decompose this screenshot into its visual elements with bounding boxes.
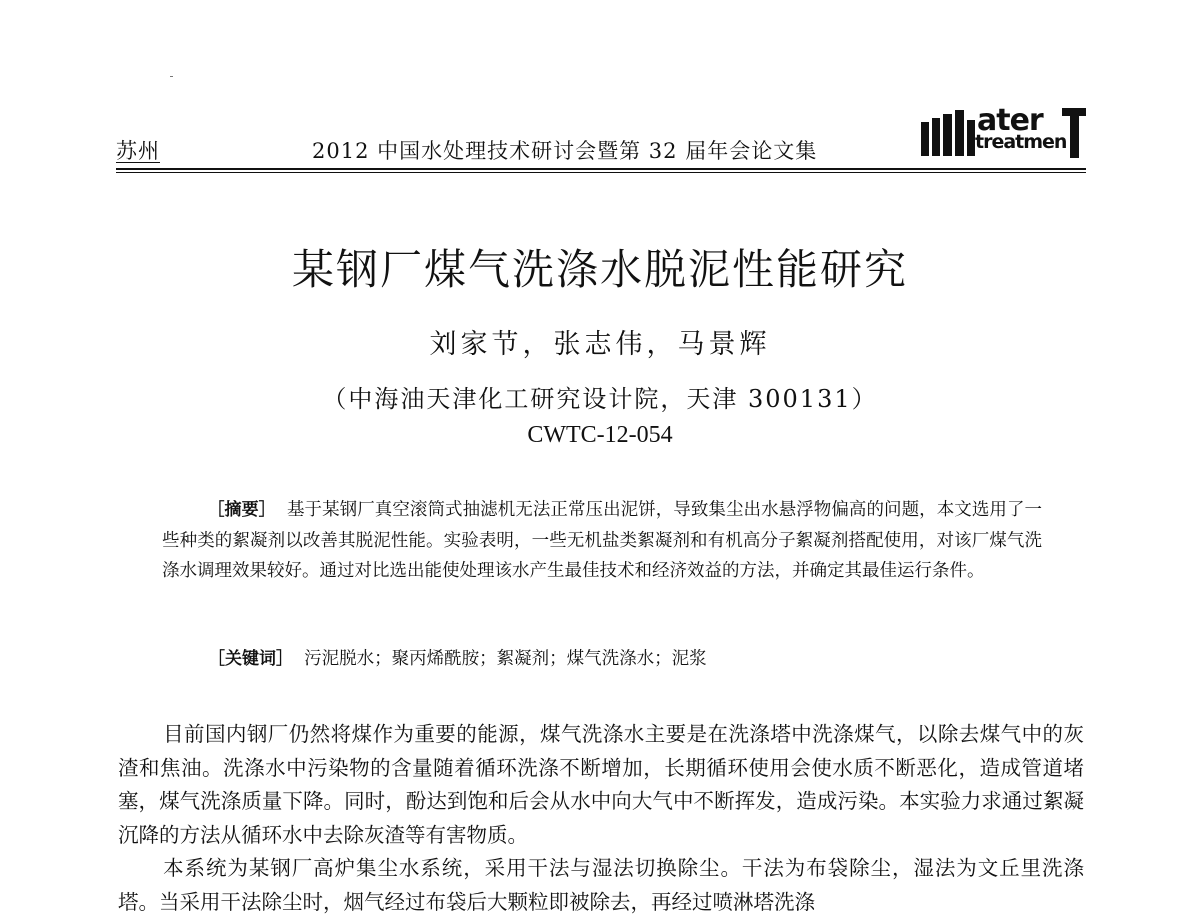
paper-affiliation: （中海油天津化工研究设计院，天津 300131）	[322, 385, 878, 413]
abstract-label: ［摘要］	[207, 500, 276, 520]
body-text	[118, 718, 1084, 919]
paper-code: CWTC-12-054	[527, 422, 673, 448]
keyword-item: ； 絮凝剂	[479, 649, 549, 669]
paper-title: 某钢厂煤气洗涤水脱泥性能研究	[291, 245, 908, 294]
keyword-item: 污泥脱水	[304, 649, 375, 669]
running-header	[116, 103, 1086, 178]
body-paragraph: 本系统为某钢厂高炉集尘水系统，采用干法与湿法切换除尘。干法为布袋除尘，湿法为文丘里洗涤塔。当采用干法除尘时，烟气经过布袋后大颗粒即被除去，再经过喷淋塔洗涤	[118, 856, 1084, 914]
header-place: 苏州	[116, 139, 160, 163]
scan-artifact	[170, 76, 173, 77]
header-rule	[116, 168, 1086, 170]
keyword-item: ； 泥浆	[654, 649, 707, 669]
keywords	[208, 644, 1048, 674]
logo-text-bottom: treatmen	[975, 131, 1067, 153]
paper-authors: 刘家节，张志伟，马景辉	[429, 329, 771, 360]
logo-text-top: ater	[977, 103, 1043, 138]
header-rule-thin	[116, 172, 1086, 173]
water-treatment-logo	[921, 103, 1086, 162]
keyword-item: ； 煤气洗涤水	[549, 649, 654, 669]
abstract-text: 基于某钢厂真空滚筒式抽滤机无法正常压出泥饼，导致集尘出水悬浮物偏高的问题，本文选用了一些种类的絮凝剂以改善其脱泥性能。实验表明，一些无机盐类絮凝剂和有机高分子絮凝剂搭配使用，对该厂煤气洗涤水调理效果较好。通过对比选出能使处理该水产生最佳技术和经济效益的方法，并确定其最佳运行条件。	[162, 500, 1042, 581]
logo-t-icon	[1062, 108, 1086, 158]
abstract	[162, 495, 1042, 587]
body-paragraph: 目前国内钢厂仍然将煤作为重要的能源，煤气洗涤水主要是在洗涤塔中洗涤煤气，以除去煤气中的灰渣和焦油。洗涤水中污染物的含量随着循环洗涤不断增加，长期循环使用会使水质不断恶化，造成管道堵塞，煤气洗涤质量下降。同时，酚达到饱和后会从水中向大气中不断挥发，造成污染。本实验力求通过絮凝沉降的方法从循环水中去除灰渣等有害物质。	[118, 722, 1084, 847]
keywords-label: ［关键词］	[208, 649, 293, 669]
header-proceedings-title: 2012 中国水处理技术研讨会暨第 32 届年会论文集	[312, 139, 818, 163]
keyword-item: ； 聚丙烯酰胺	[374, 649, 479, 669]
